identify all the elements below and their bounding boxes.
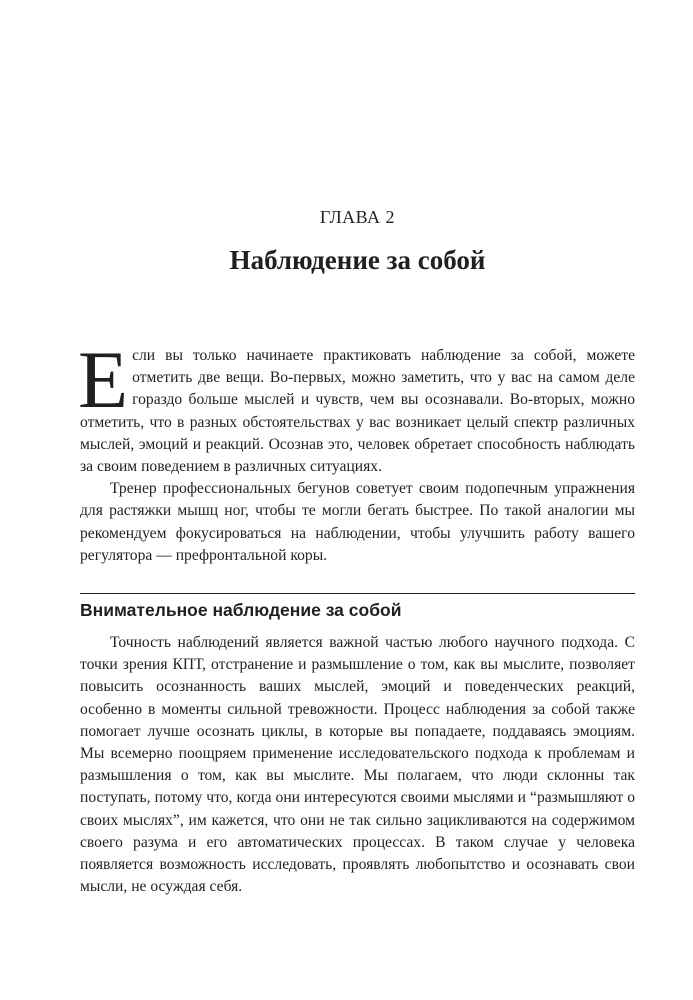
section-paragraph-1: Точность наблюдений является важной частью любого научного подхода. С точки зрения КПТ, отстранение и размышление о том, как вы мыслите, позволяет повысить осознанность ваших мыслей, эмоций и поведенческих реакций, особенно в моменты сильной тревожности. Процесс наблюдения за собой также помогает лучше осознать циклы, в которые вы попадаете, поддаваясь эмоциям. Мы всемерно поощряем применение исследовательского подхода к проблемам и размышления о том, как вы мыслите. Мы полагаем, что люди склонны так поступать, потому что, когда они интересуются своими мыслями и “размышляют о своих мыслях”, им кажется, что они не так сильно зацикливаются на содержимом своего разума и его автоматических процессах. В таком случае у человека появляется возможность исследовать, проявлять любопытство и осознавать свои мысли, не осуждая себя. [80, 634, 635, 896]
section-heading: Внимательное наблюдение за собой [80, 600, 402, 620]
chapter-label: ГЛАВА 2 [319, 207, 396, 227]
intro-paragraph-1 [78, 334, 635, 478]
section-body [80, 632, 635, 898]
chapter-title: Наблюдение за собой [229, 245, 486, 275]
section-divider [80, 593, 635, 594]
intro-section [78, 334, 635, 567]
intro-paragraph-2: Тренер профессиональных бегунов советует своим подопечным упражнения для растяжки мышц ног, чтобы те могли бегать быстрее. По такой аналогии мы рекомендуем фокусироваться на наблюдении, чтобы улучшить работу вашего регулятора — префронтальной коры. [80, 480, 635, 564]
drop-cap: Е [78, 334, 129, 425]
intro-paragraph-1-text: сли вы только начинаете практиковать наблюдение за собой, можете отметить две вещи. Во-первых, можно заметить, что у вас на самом деле гораздо больше мыслей и чувств, чем вы осознавали. Во-вторых, можно отметить, что в разных обстоятельствах у вас возникает целый спектр различных мыслей, эмоций и реакций. Осознав это, человек обретает способность наблюдать за своим поведением в различных ситуациях. [80, 347, 635, 476]
